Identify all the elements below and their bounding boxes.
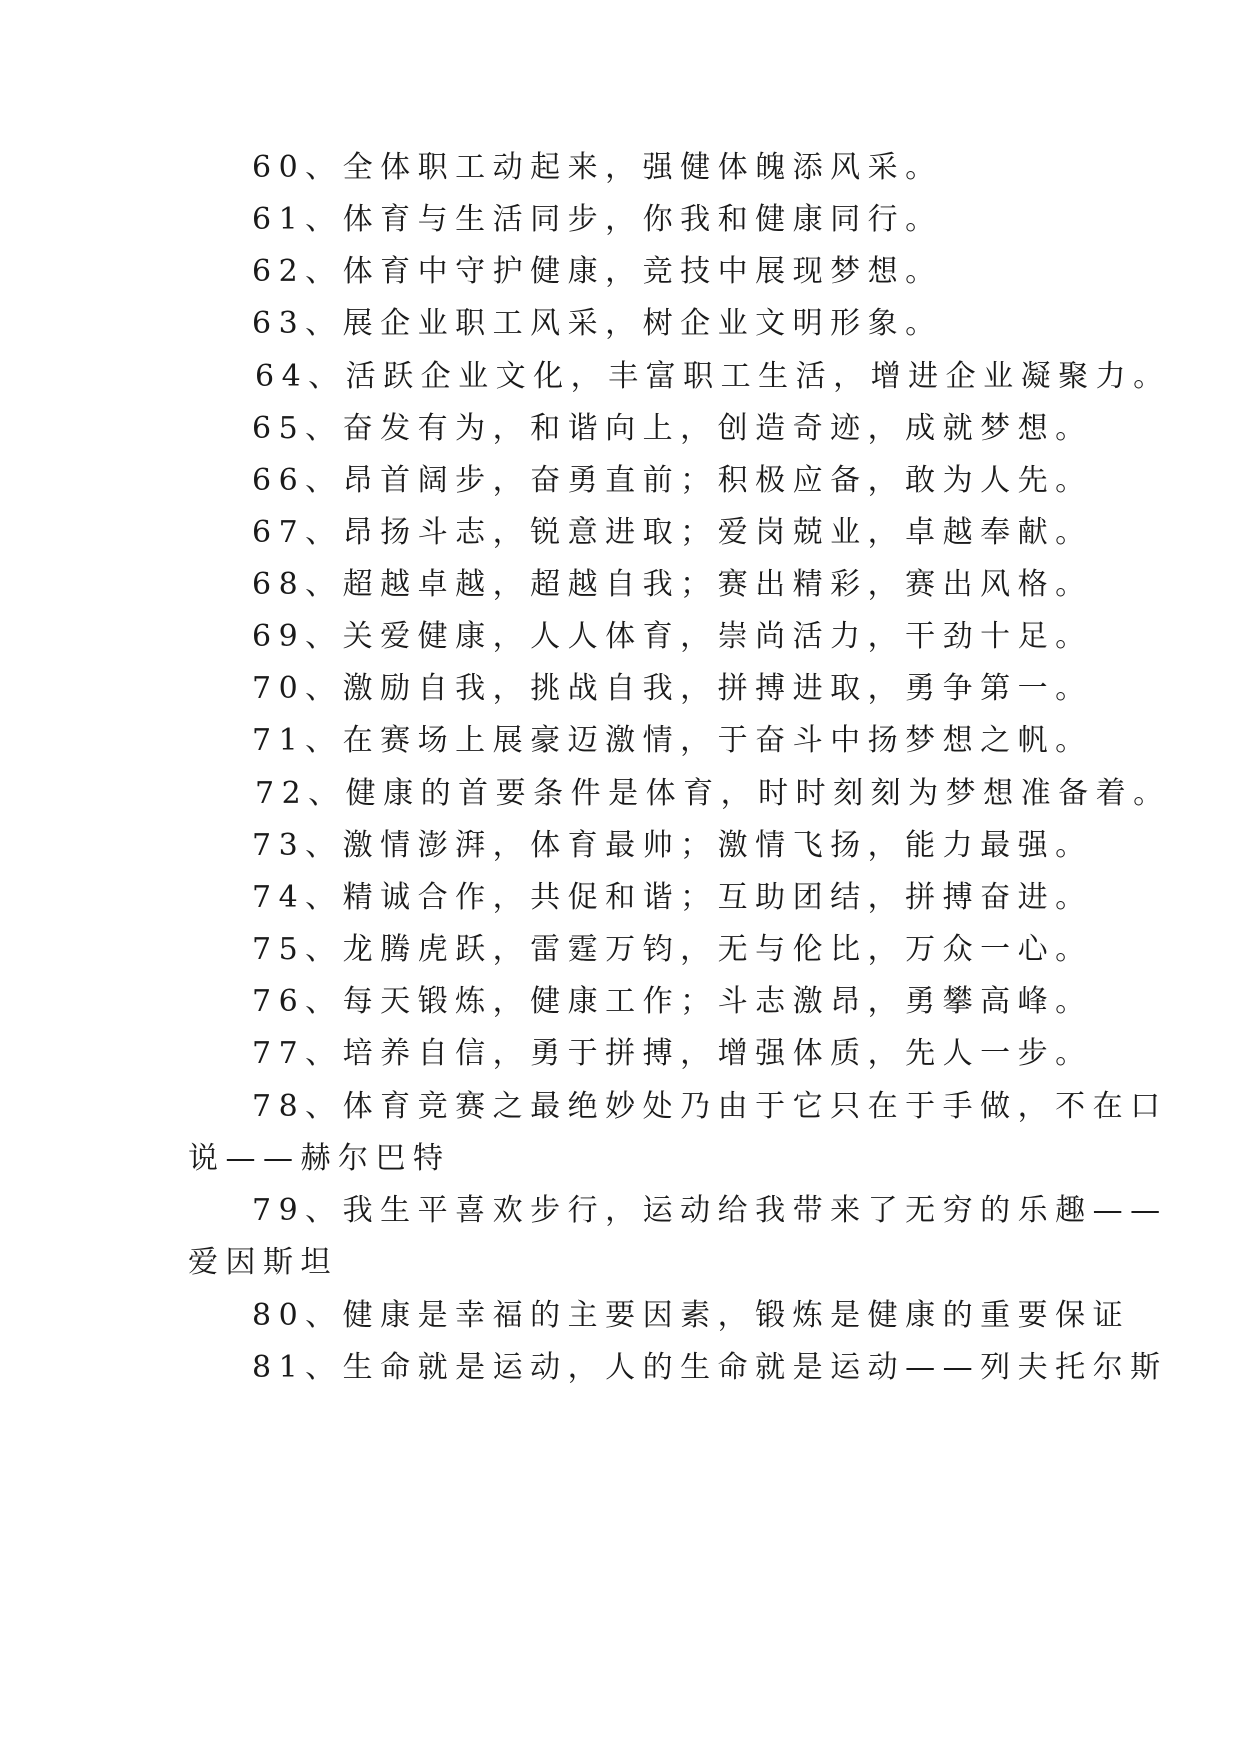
slogan-line-76: 76、每天锻炼，健康工作；斗志激昂，勇攀高峰。 [252, 984, 1093, 1019]
slogan-line-74: 74、精诚合作，共促和谐；互助团结，拼搏奋进。 [252, 880, 1093, 915]
quote-line-79-continued: 爱因斯坦 [188, 1245, 338, 1280]
quote-line-78: 78、体育竞赛之最绝妙处乃由于它只在于手做，不在口 [252, 1089, 1168, 1124]
slogan-line-71: 71、在赛场上展豪迈激情，于奋斗中扬梦想之帆。 [252, 723, 1093, 758]
slogan-line-62: 62、体育中守护健康，竞技中展现梦想。 [252, 254, 943, 289]
slogan-line-69: 69、关爱健康，人人体育，崇尚活力，干劲十足。 [252, 619, 1093, 654]
quote-line-79: 79、我生平喜欢步行，运动给我带来了无穷的乐趣—— [252, 1193, 1168, 1228]
slogan-line-68: 68、超越卓越，超越自我；赛出精彩，赛出风格。 [252, 567, 1093, 602]
quote-line-78-continued: 说——赫尔巴特 [188, 1141, 451, 1176]
quote-line-81: 81、生命就是运动，人的生命就是运动——列夫托尔斯 [252, 1350, 1168, 1385]
slogan-line-66: 66、昂首阔步，奋勇直前；积极应备，敢为人先。 [252, 463, 1093, 498]
slogan-line-67: 67、昂扬斗志，锐意进取；爱岗兢业，卓越奉献。 [252, 515, 1093, 550]
slogan-line-72: 72、健康的首要条件是体育，时时刻刻为梦想准备着。 [255, 776, 1171, 811]
slogan-line-64: 64、活跃企业文化，丰富职工生活，增进企业凝聚力。 [255, 359, 1171, 394]
slogan-line-60: 60、全体职工动起来，强健体魄添风采。 [252, 150, 943, 185]
slogan-line-73: 73、激情澎湃，体育最帅；激情飞扬，能力最强。 [252, 828, 1093, 863]
slogan-line-80: 80、健康是幸福的主要因素，锻炼是健康的重要保证 [252, 1298, 1131, 1333]
slogan-line-70: 70、激励自我，挑战自我，拼搏进取，勇争第一。 [252, 671, 1093, 706]
slogan-line-77: 77、培养自信，勇于拼搏，增强体质，先人一步。 [252, 1036, 1093, 1071]
slogan-line-61: 61、体育与生活同步，你我和健康同行。 [252, 202, 943, 237]
slogan-line-75: 75、龙腾虎跃，雷霆万钧，无与伦比，万众一心。 [252, 932, 1093, 967]
slogan-line-65: 65、奋发有为，和谐向上，创造奇迹，成就梦想。 [252, 411, 1093, 446]
slogan-line-63: 63、展企业职工风采，树企业文明形象。 [252, 306, 943, 341]
